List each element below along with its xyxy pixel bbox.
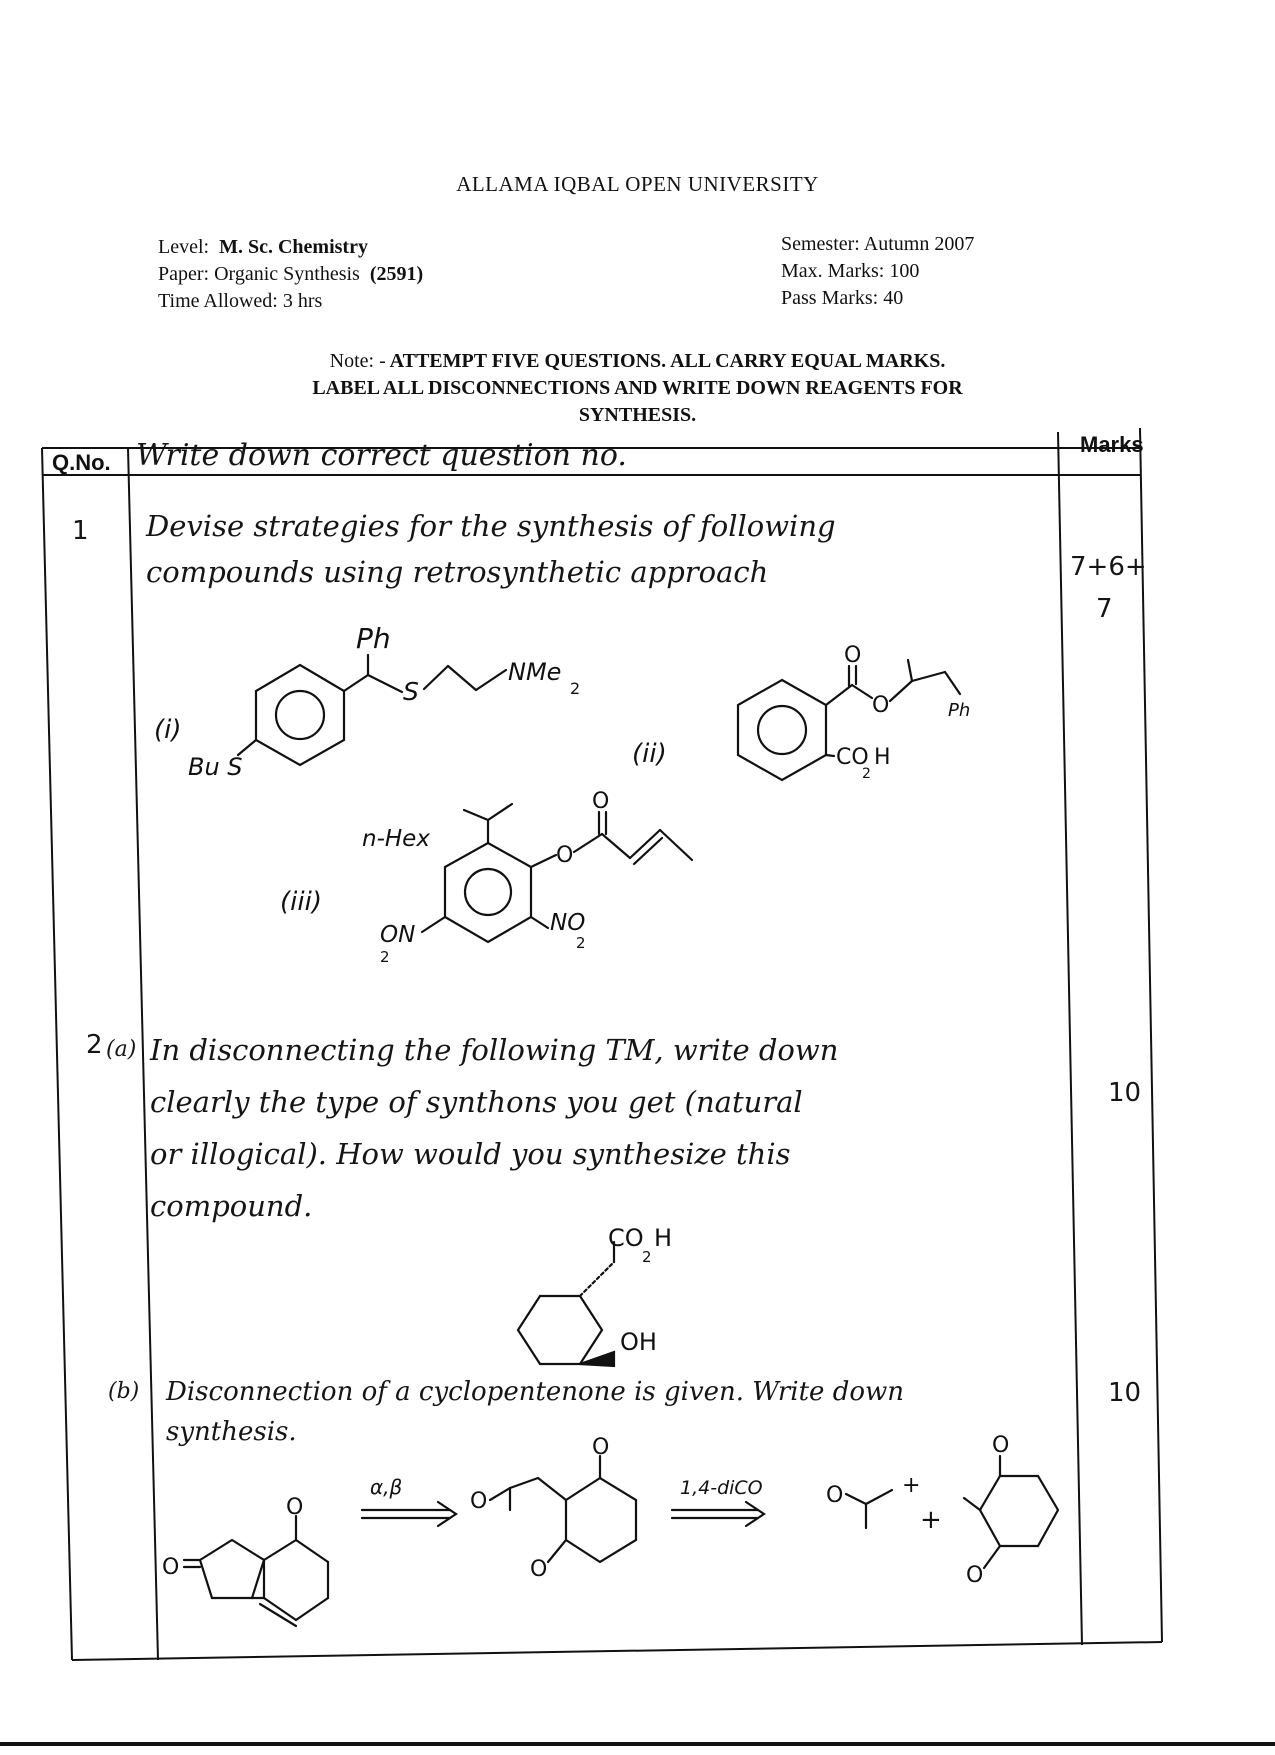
q2-number: 2	[86, 1030, 103, 1060]
q2b-o-6: O	[826, 1483, 844, 1508]
note-lead: Note: -	[329, 350, 386, 372]
pass-marks: Pass Marks: 40	[781, 287, 904, 309]
q2b-o-2: O	[286, 1495, 304, 1520]
q2a-co2h: CO	[608, 1224, 644, 1252]
q2b-o-3: O	[470, 1489, 488, 1514]
ii-h: H	[874, 745, 891, 770]
i-bus: Bu S	[188, 753, 243, 781]
note-text-1: ATTEMPT FIVE QUESTIONS. ALL CARRY EQUAL MARKS.	[389, 350, 946, 372]
q2b-text-2: synthesis.	[166, 1417, 297, 1447]
q2a-marks: 10	[1108, 1078, 1142, 1108]
i-nme: NMe	[508, 658, 562, 686]
q2a-text-3: or illogical). How would you synthesize this	[150, 1137, 791, 1171]
semester: Semester: Autumn 2007	[781, 233, 975, 255]
q2b-o-1: O	[162, 1555, 180, 1580]
q1-text-2: compounds using retrosynthetic approach	[146, 555, 769, 589]
q2a-text-2: clearly the type of synthons you get (natural	[150, 1085, 803, 1119]
q2a-oh: OH	[620, 1328, 657, 1356]
iii-no2: NO	[550, 910, 586, 936]
ii-co2h: CO	[836, 745, 869, 770]
ii-o-ester: O	[872, 693, 890, 718]
ii-o-carbonyl: O	[844, 643, 862, 668]
i-ph: Ph	[356, 622, 391, 655]
q2b-o-5: O	[530, 1557, 548, 1582]
paper-code: (2591)	[369, 263, 424, 285]
time-line: Time Allowed: 3 hrs	[158, 290, 323, 312]
q2-part-a-label: (a)	[106, 1037, 137, 1062]
level-label: Level:	[158, 236, 210, 258]
q1-number: 1	[72, 516, 89, 546]
q2a-h: H	[654, 1224, 673, 1252]
qno-header: Q.No.	[52, 450, 111, 475]
paper-label: Paper:	[158, 263, 210, 285]
q2b-o-8: O	[966, 1563, 984, 1588]
instruction-text: Write down correct question no.	[136, 438, 627, 473]
iii-o-ester: O	[556, 843, 574, 868]
note-line-3: SYNTHESIS.	[578, 404, 697, 426]
q1-text-1: Devise strategies for the synthesis of following	[146, 509, 836, 543]
i-s: S	[403, 677, 419, 706]
note-line-2: LABEL ALL DISCONNECTIONS AND WRITE DOWN REAGENTS FOR	[312, 377, 963, 399]
iii-no2-sub: 2	[576, 934, 586, 952]
university-title: ALLAMA IQBAL OPEN UNIVERSITY	[456, 172, 819, 196]
q1-marks-1: 7+6+	[1070, 552, 1147, 582]
q2b-o-7: O	[992, 1433, 1010, 1458]
iii-on-sub: 2	[380, 948, 390, 966]
iii-hex: n-Hex	[362, 826, 430, 852]
q1-marks-2: 7	[1096, 594, 1113, 624]
iii-o-carbonyl: O	[592, 789, 610, 814]
marks-header: Marks	[1080, 432, 1144, 457]
i-sub2: 2	[570, 679, 581, 698]
label-iii: (iii)	[280, 887, 322, 917]
cation-charge: +	[902, 1473, 921, 1498]
q2a-text-1: In disconnecting the following TM, write down	[150, 1033, 839, 1067]
label-ii: (ii)	[632, 739, 667, 769]
q2-part-b-label: (b)	[108, 1379, 140, 1404]
q2a-sub2: 2	[642, 1248, 652, 1266]
q2a-text-4: compound.	[150, 1189, 313, 1223]
plus-sign: +	[920, 1505, 942, 1535]
q2b-text-1: Disconnection of a cyclopentenone is given. Write down	[166, 1377, 905, 1407]
level-value: M. Sc. Chemistry	[219, 236, 368, 258]
q2b-marks: 10	[1108, 1378, 1142, 1408]
q2b-o-4: O	[592, 1435, 610, 1460]
max-marks: Max. Marks: 100	[781, 260, 920, 282]
ii-ph: Ph	[948, 700, 971, 721]
iii-on: ON	[380, 922, 416, 948]
ii-sub2: 2	[862, 766, 871, 782]
arrow1-label: α,β	[370, 1475, 403, 1499]
paper-value: Organic Synthesis	[214, 263, 360, 285]
arrow2-label: 1,4-diCO	[680, 1477, 763, 1499]
label-i: (i)	[154, 715, 182, 745]
